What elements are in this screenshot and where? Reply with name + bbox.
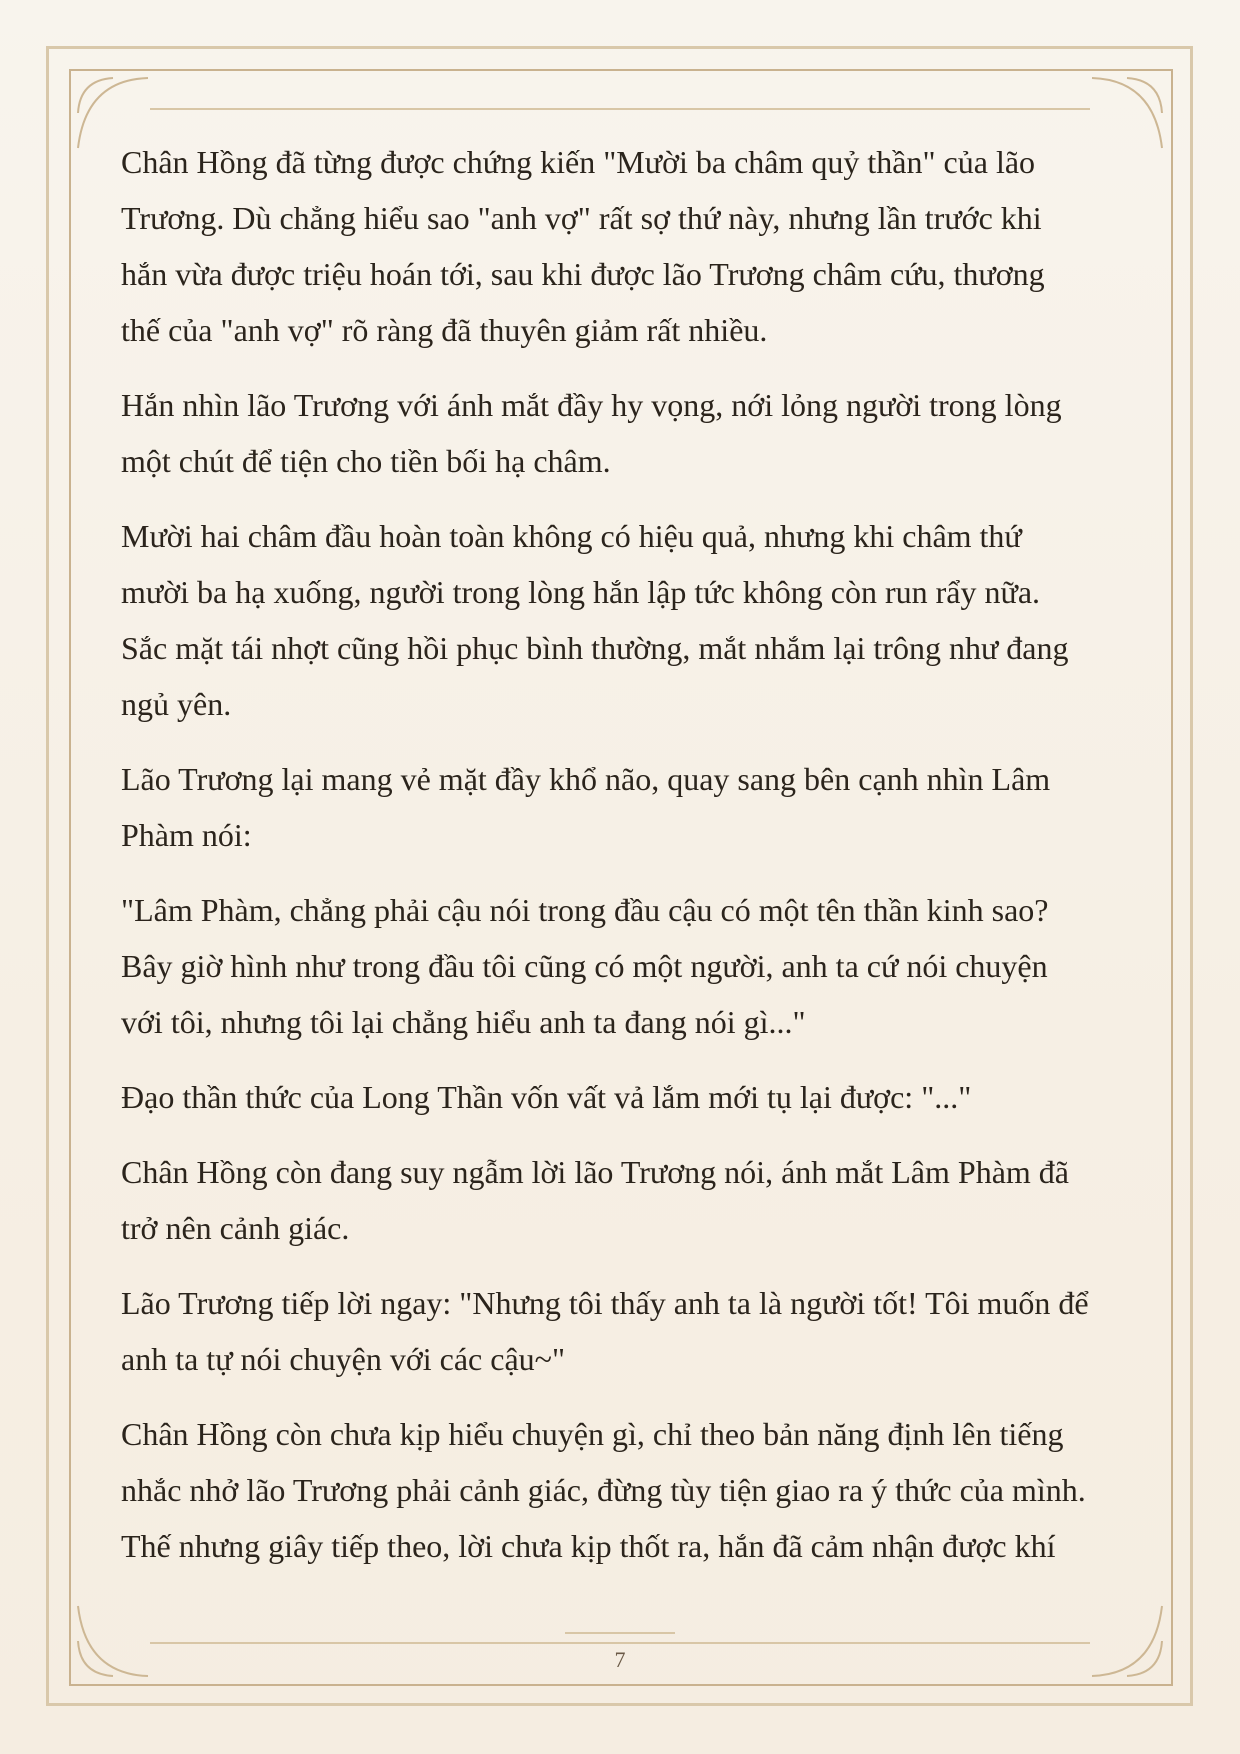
text-line: Mười hai châm đầu hoàn toàn không có hiệu quả, nhưng khi châm thứ xyxy=(121,518,1022,554)
text-line: trở nên cảnh giác. xyxy=(121,1210,350,1246)
paragraph xyxy=(121,751,1121,863)
text-line: một chút để tiện cho tiền bối hạ châm. xyxy=(121,443,611,479)
text-line: Lão Trương lại mang vẻ mặt đầy khổ não, quay sang bên cạnh nhìn Lâm xyxy=(121,761,1051,797)
text-line: Trương. Dù chẳng hiểu sao "anh vợ" rất sợ thứ này, nhưng lần trước khi xyxy=(121,200,1042,236)
paragraph xyxy=(121,1406,1121,1574)
footer-divider xyxy=(150,1642,1090,1644)
text-line: Sắc mặt tái nhợt cũng hồi phục bình thường, mắt nhắm lại trông như đang xyxy=(121,630,1069,666)
text-line: Bây giờ hình như trong đầu tôi cũng có một người, anh ta cứ nói chuyện xyxy=(121,948,1048,984)
text-line: Chân Hồng còn chưa kịp hiểu chuyện gì, chỉ theo bản năng định lên tiếng xyxy=(121,1416,1064,1452)
page-body xyxy=(121,134,1121,1593)
text-line: thế của "anh vợ" rõ ràng đã thuyên giảm rất nhiều. xyxy=(121,312,768,348)
header-divider xyxy=(150,108,1090,110)
text-line: Chân Hồng đã từng được chứng kiến "Mười ba châm quỷ thần" của lão xyxy=(121,144,1036,180)
paragraph xyxy=(121,1144,1121,1256)
footer-accent-divider xyxy=(565,1632,675,1634)
text-line: nhắc nhở lão Trương phải cảnh giác, đừng tùy tiện giao ra ý thức của mình. xyxy=(121,1472,1086,1508)
text-line: hắn vừa được triệu hoán tới, sau khi được lão Trương châm cứu, thương xyxy=(121,256,1045,292)
text-line: Lão Trương tiếp lời ngay: "Nhưng tôi thấy anh ta là người tốt! Tôi muốn để xyxy=(121,1285,1089,1321)
text-line: mười ba hạ xuống, người trong lòng hắn lập tức không còn run rẩy nữa. xyxy=(121,574,1041,610)
paragraph xyxy=(121,882,1121,1050)
paragraph xyxy=(121,134,1121,358)
text-line: Hắn nhìn lão Trương với ánh mắt đầy hy vọng, nới lỏng người trong lòng xyxy=(121,387,1062,423)
paragraph xyxy=(121,377,1121,489)
text-line: với tôi, nhưng tôi lại chẳng hiểu anh ta đang nói gì..." xyxy=(121,1004,806,1040)
text-line: Chân Hồng còn đang suy ngẫm lời lão Trương nói, ánh mắt Lâm Phàm đã xyxy=(121,1154,1069,1190)
text-line: "Lâm Phàm, chẳng phải cậu nói trong đầu cậu có một tên thần kinh sao? xyxy=(121,892,1049,928)
text-line: Thế nhưng giây tiếp theo, lời chưa kịp thốt ra, hắn đã cảm nhận được khí xyxy=(121,1528,1056,1564)
paragraph xyxy=(121,1275,1121,1387)
text-line: ngủ yên. xyxy=(121,686,232,722)
page-number: 7 xyxy=(614,1647,626,1672)
text-line: anh ta tự nói chuyện với các cậu~" xyxy=(121,1341,566,1377)
paragraph xyxy=(121,508,1121,732)
paragraph xyxy=(121,1069,1121,1125)
text-line: Phàm nói: xyxy=(121,817,252,853)
text-line: Đạo thần thức của Long Thần vốn vất vả lắm mới tụ lại được: "..." xyxy=(121,1079,972,1115)
